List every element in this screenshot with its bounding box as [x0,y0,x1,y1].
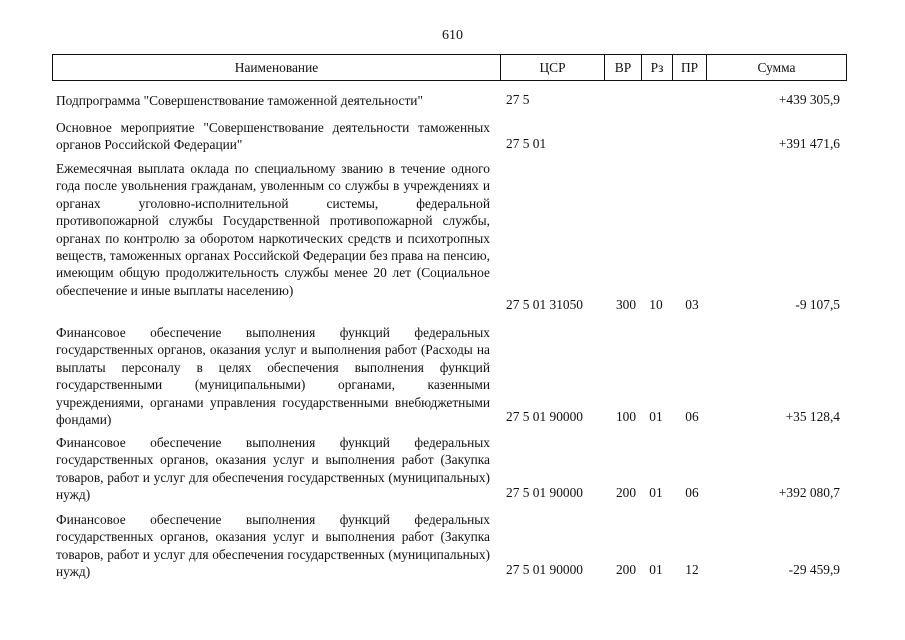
row-pr: 06 [685,409,699,424]
row-vr: 300 [615,297,637,312]
row-sum: +439 305,9 [778,92,840,107]
row-sum: +391 471,6 [778,136,840,151]
row-sum: -29 459,9 [788,562,840,577]
header-sum: Сумма [707,55,847,81]
row-csr: 27 5 [506,92,530,107]
row-rz: 01 [649,485,663,500]
row-vr: 200 [615,562,637,577]
table-header [52,54,847,81]
row-csr: 27 5 01 90000 [506,409,583,424]
row-csr: 27 5 01 90000 [506,485,583,500]
row-rz: 10 [649,297,663,312]
row-rz: 01 [649,562,663,577]
row-rz: 01 [649,409,663,424]
page-number: 610 [442,28,463,43]
row-name: Финансовое обеспечение выполнения функций федеральных государственных органов, оказания услуг и выполнения работ (Закупка товаров, работ и услуг для обеспечения государственных (муниципальных) нужд) [56,435,490,503]
header-pr: ПР [673,55,707,81]
row-pr: 12 [685,562,699,577]
row-sum: -9 107,5 [795,297,840,312]
row-csr: 27 5 01 31050 [506,297,583,312]
row-name: Ежемесячная выплата оклада по специальному званию в течение одного года после увольнения гражданам, уволенным со службы в учреждениях и органах уголовно-исполнительной системы, федеральной противопожарной службы Государственной противопожарной службы, органах по контролю за оборотом наркотических средств и психотропных веществ, таможенных органах Российской Федерации без права на пенсию, имеющим общую продолжительность службы менее 20 лет (Социальное обеспечение и иные выплаты населению) [56,161,490,298]
row-name: Финансовое обеспечение выполнения функций федеральных государственных органов, оказания услуг и выполнения работ (Расходы на выплаты персоналу в целях обеспечения выполнения функций государственными (муниципальными) органами, казенными учреждениями, органами управления государственными внебюджетными фондами) [56,325,490,428]
header-name: Наименование [53,55,501,81]
row-sum: +35 128,4 [785,409,840,424]
row-name: Подпрограмма "Совершенствование таможенной деятельности" [56,93,423,108]
row-sum: +392 080,7 [778,485,840,500]
row-name: Финансовое обеспечение выполнения функций федеральных государственных органов, оказания услуг и выполнения работ (Закупка товаров, работ и услуг для обеспечения государственных (муниципальных) нужд) [56,512,490,580]
row-csr: 27 5 01 [506,136,547,151]
row-name: Основное мероприятие "Совершенствование деятельности таможенных органов Российской Федерации" [56,120,490,153]
row-vr: 200 [615,485,637,500]
row-pr: 03 [685,297,699,312]
row-pr: 06 [685,485,699,500]
header-vr: ВР [605,55,642,81]
row-vr: 100 [615,409,637,424]
header-rz: Рз [642,55,673,81]
header-csr: ЦСР [501,55,605,81]
row-csr: 27 5 01 90000 [506,562,583,577]
